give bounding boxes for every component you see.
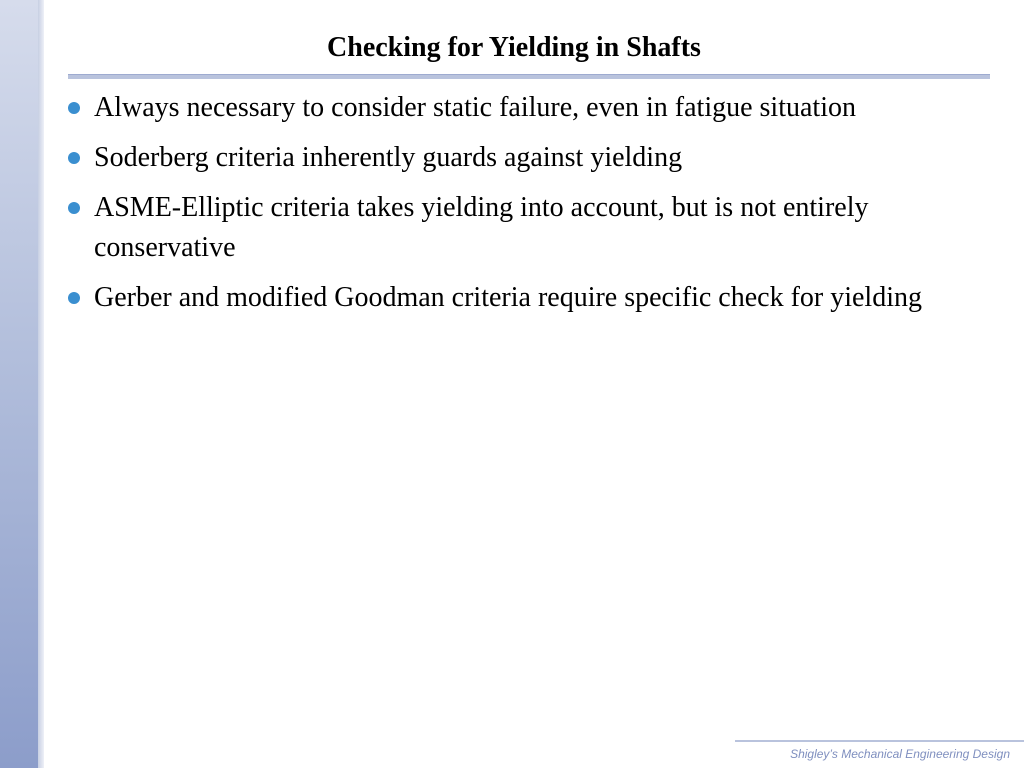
bullet-list [62, 88, 992, 328]
bullet-text: Always necessary to consider static failure, even in fatigue situation [94, 92, 856, 123]
bullet-item [62, 278, 992, 318]
bullet-text: Gerber and modified Goodman criteria require specific check for yielding [94, 282, 922, 313]
bullet-dot-icon [68, 202, 80, 214]
bullet-dot-icon [68, 292, 80, 304]
bullet-dot-icon [68, 102, 80, 114]
bullet-dot-icon [68, 152, 80, 164]
bullet-item [62, 188, 992, 268]
bullet-text: ASME-Elliptic criteria takes yielding into account, but is not entirely conservative [94, 192, 869, 263]
left-accent-band [0, 0, 38, 768]
footer-divider [735, 740, 1024, 742]
bullet-item [62, 88, 992, 128]
slide-title: Checking for Yielding in Shafts [327, 32, 701, 63]
left-accent-band-edge [38, 0, 44, 768]
bullet-text: Soderberg criteria inherently guards against yielding [94, 142, 683, 173]
footer-book-title: Shigley’s Mechanical Engineering Design [790, 747, 1010, 761]
title-divider [68, 74, 990, 79]
bullet-item [62, 138, 992, 178]
